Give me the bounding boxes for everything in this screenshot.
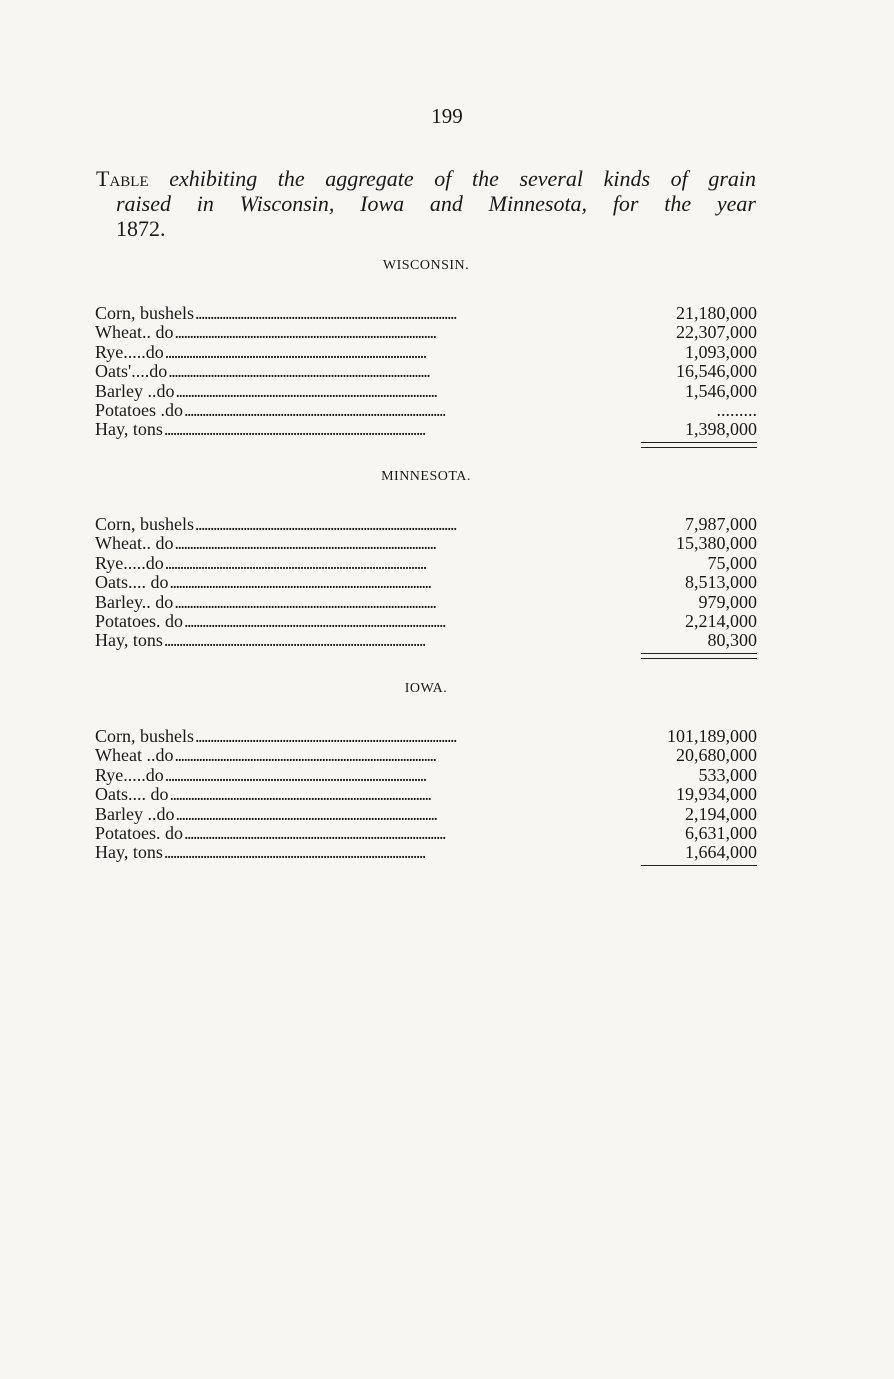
leader-dots (164, 420, 641, 439)
table-row (95, 401, 757, 420)
table-row (95, 746, 757, 765)
leader-dots (168, 362, 641, 381)
table-row (95, 843, 757, 862)
row-label: Hay, tons (95, 419, 163, 440)
table-row (95, 612, 757, 631)
leader-dots (195, 304, 641, 323)
row-value: 1,093,000 (685, 341, 757, 362)
row-label: Corn, bushels (95, 302, 194, 323)
leader-dots (170, 785, 642, 804)
table-row (95, 593, 757, 612)
row-value: 8,513,000 (685, 572, 757, 593)
row-label: Hay, tons (95, 630, 163, 651)
title-line-1-text: exhibiting the aggregate of the several kinds of grain (169, 166, 756, 191)
row-label: Potatoes .do (95, 399, 183, 420)
total-rule (641, 442, 757, 448)
table-row (95, 805, 757, 824)
row-value: 1,398,000 (685, 419, 757, 440)
leader-dots (195, 727, 641, 746)
row-label: Potatoes. do (95, 610, 183, 631)
row-value: 101,189,000 (667, 725, 757, 746)
table-row (95, 515, 757, 534)
row-value: 2,194,000 (685, 803, 757, 824)
row-value: 1,546,000 (685, 380, 757, 401)
row-value: 2,214,000 (685, 610, 757, 631)
table-row (95, 382, 757, 401)
section-heading: IOWA. (404, 681, 448, 696)
leader-dots (184, 401, 641, 420)
row-label: Rye.....do (95, 552, 164, 573)
row-value: 22,307,000 (676, 322, 757, 343)
table-row (95, 534, 757, 553)
row-label: Barley ..do (95, 803, 175, 824)
title-line-3: 1872. (116, 216, 166, 241)
row-label: Wheat ..do (95, 745, 174, 766)
table-row (95, 766, 757, 785)
page-number: 199 (431, 104, 463, 128)
title-lead: Table (96, 166, 149, 191)
title-line-2: raised in Wisconsin, Iowa and Minnesota, for the year (116, 191, 756, 216)
row-label: Wheat.. do (95, 322, 174, 343)
row-label: Hay, tons (95, 842, 163, 863)
leader-dots (195, 515, 641, 534)
row-label: Oats.... do (95, 784, 169, 805)
leader-dots (165, 554, 641, 573)
table-row (95, 631, 757, 650)
total-rule (641, 865, 757, 866)
row-label: Potatoes. do (95, 822, 183, 843)
row-value: 19,934,000 (676, 784, 757, 805)
row-label: Barley ..do (95, 380, 175, 401)
row-label: Wheat.. do (95, 533, 174, 554)
leader-dots (170, 573, 642, 592)
row-value: 533,000 (698, 764, 757, 785)
table-row (95, 343, 757, 362)
row-label: Rye.....do (95, 764, 164, 785)
leader-dots (184, 824, 641, 843)
total-rule-wrap (95, 440, 757, 448)
leader-dots (165, 766, 641, 785)
row-value: ......... (716, 399, 757, 420)
section-iowa (95, 681, 757, 866)
row-value: 20,680,000 (676, 745, 757, 766)
leader-dots (184, 612, 641, 631)
row-value: 6,631,000 (685, 822, 757, 843)
table-row (95, 573, 757, 592)
leader-dots (174, 323, 641, 342)
row-value: 21,180,000 (676, 302, 757, 323)
table-row (95, 362, 757, 381)
table-row (95, 727, 757, 746)
row-label: Corn, bushels (95, 725, 194, 746)
section-minnesota (95, 469, 757, 659)
title-line-1 (96, 166, 756, 191)
table-row (95, 824, 757, 843)
table-row (95, 304, 757, 323)
leader-dots (165, 343, 641, 362)
row-label: Corn, bushels (95, 513, 194, 534)
leader-dots (164, 843, 641, 862)
total-rule-wrap (95, 651, 757, 659)
table-row (95, 420, 757, 439)
leader-dots (164, 631, 641, 650)
leader-dots (174, 746, 641, 765)
table-title (96, 166, 756, 241)
row-label: Oats'....do (95, 361, 168, 382)
row-value: 7,987,000 (685, 513, 757, 534)
row-value: 16,546,000 (676, 361, 757, 382)
row-value: 80,300 (707, 630, 757, 651)
section-wisconsin (95, 258, 757, 448)
table-row (95, 554, 757, 573)
row-value: 15,380,000 (676, 533, 757, 554)
total-rule-wrap (95, 863, 757, 866)
row-label: Barley.. do (95, 591, 174, 612)
table-row (95, 323, 757, 342)
leader-dots (174, 534, 641, 553)
leader-dots (175, 805, 641, 824)
total-rule (641, 653, 757, 659)
row-label: Rye.....do (95, 341, 164, 362)
leader-dots (174, 593, 641, 612)
row-label: Oats.... do (95, 572, 169, 593)
row-value: 75,000 (707, 552, 757, 573)
section-heading: WISCONSIN. (382, 258, 470, 273)
leader-dots (175, 382, 641, 401)
section-heading: MINNESOTA. (381, 469, 471, 484)
table-row (95, 785, 757, 804)
row-value: 1,664,000 (685, 842, 757, 863)
row-value: 979,000 (698, 591, 757, 612)
